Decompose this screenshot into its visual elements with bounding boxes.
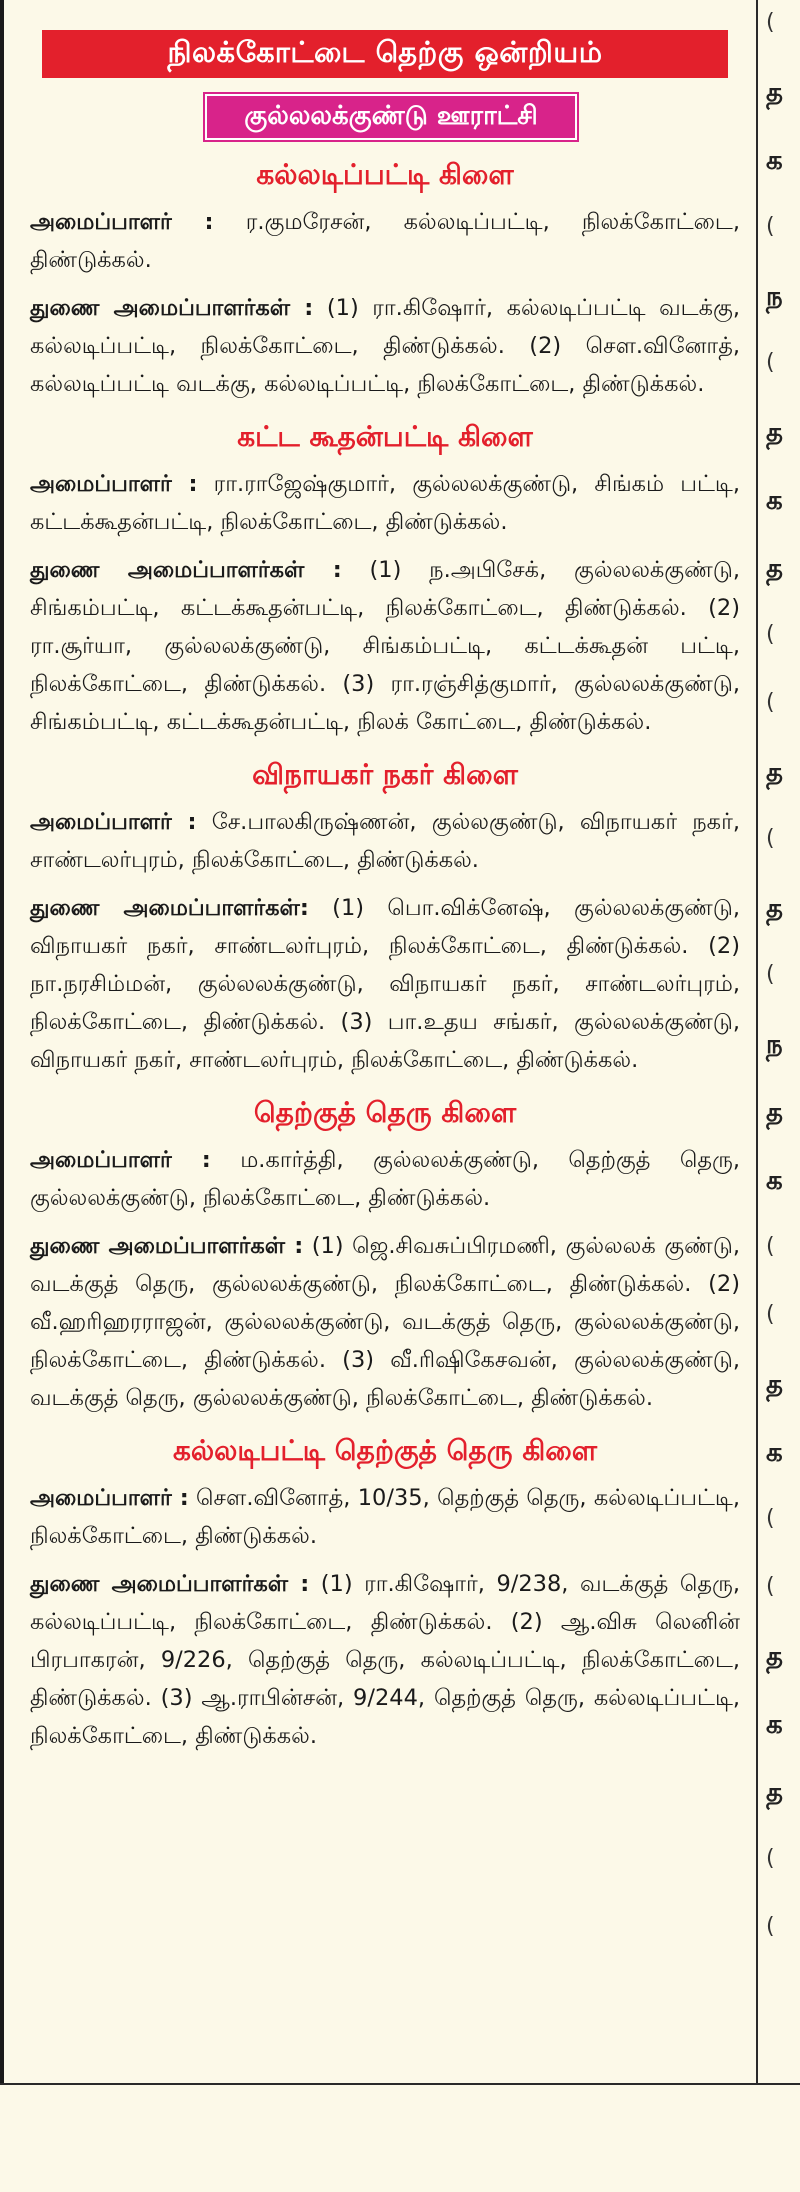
deputies-paragraph bbox=[30, 889, 740, 1079]
side-column-glyph: ( bbox=[766, 350, 775, 375]
organizer-label: அமைப்பாளர் : bbox=[30, 209, 214, 235]
organizer-text: ரா.ராஜேஷ்குமார், குல்லலக்குண்டு, சிங்கம் பட்டி, கட்டக்கூதன்பட்டி, நிலக்கோட்டை, திண்டுக்கல். bbox=[30, 471, 740, 535]
side-column-glyph: த bbox=[766, 1642, 783, 1672]
branch-title: கல்லடிப்பட்டி கிளை bbox=[256, 158, 514, 191]
side-column-glyph: க bbox=[766, 486, 783, 516]
side-column-glyph: ( bbox=[766, 1574, 775, 1599]
side-column-glyph: த bbox=[766, 1778, 783, 1808]
branch-title: விநாயகர் நகர் கிளை bbox=[252, 758, 518, 791]
deputies-label: துணை அமைப்பாளர்கள் : bbox=[30, 295, 314, 321]
side-column-glyph: ந bbox=[766, 282, 783, 312]
branch-section bbox=[30, 755, 740, 1079]
deputies-label: துணை அமைப்பாளர்கள் : bbox=[30, 1571, 310, 1597]
side-column-glyph: த bbox=[766, 78, 783, 108]
side-column-glyph: ( bbox=[766, 622, 775, 647]
side-column-glyph: ( bbox=[766, 214, 775, 239]
deputies-paragraph bbox=[30, 551, 740, 741]
branch-section bbox=[30, 417, 740, 741]
side-column-glyph: ( bbox=[766, 690, 775, 715]
deputies-label: துணை அமைப்பாளர்கள் : bbox=[30, 557, 342, 583]
deputies-text: (1) ஜெ.சிவசுப்பிரமணி, குல்லலக் குண்டு, வடக்குத் தெரு, குல்லலக்குண்டு, நிலக்கோட்டை, திண்டுக்கல். (2) வீ.ஹரிஹரராஜன், குல்லலக்குண்டு, வடக்குத் தெரு, குல்லலக்குண்டு, நிலக்கோட்டை, திண்டுக்கல். (3) வீ.ரிஷிகேசவன், குல்லலக்குண்டு, வடக்குத் தெரு, குல்லலக்குண்டு, நிலக்கோட்டை, திண்டுக்கல். bbox=[30, 1233, 740, 1411]
organizer-paragraph bbox=[30, 1479, 740, 1555]
side-column-glyph: க bbox=[766, 1438, 783, 1468]
deputies-text: (1) பொ.விக்னேஷ், குல்லலக்குண்டு, விநாயகர் நகர், சாண்டலர்புரம், நிலக்கோட்டை, திண்டுக்கல். (2) நா.நரசிம்மன், குல்லலக்குண்டு, விநாயகர் நகர், சாண்டலர்புரம், நிலக்கோட்டை, திண்டுக்கல். (3) பா.உதய சங்கர், குல்லலக்குண்டு, விநாயகர் நகர், சாண்டலர்புரம், நிலக்கோட்டை, திண்டுக்கல். bbox=[30, 895, 740, 1073]
branch-title: கல்லடிபட்டி தெற்குத் தெரு கிளை bbox=[172, 1434, 598, 1467]
organizer-paragraph bbox=[30, 1141, 740, 1217]
organizer-label: அமைப்பாளர் : bbox=[30, 1147, 211, 1173]
organizer-text: சௌ.வினோத், 10/35, தெற்குத் தெரு, கல்லடிப்பட்டி, நிலக்கோட்டை, திண்டுக்கல். bbox=[30, 1485, 740, 1549]
organizer-text: ம.கார்த்தி, குல்லலக்குண்டு, தெற்குத் தெரு, குல்லலக்குண்டு, நிலக்கோட்டை, திண்டுக்கல். bbox=[30, 1147, 740, 1211]
branch-section bbox=[30, 155, 740, 403]
side-column-glyph: ( bbox=[766, 1506, 775, 1531]
side-column-glyph: த bbox=[766, 1370, 783, 1400]
side-column-glyph: ( bbox=[766, 1302, 775, 1327]
side-column-glyph: ( bbox=[766, 1846, 775, 1871]
side-column-glyph: ( bbox=[766, 1234, 775, 1259]
branch-section bbox=[30, 1093, 740, 1417]
organizer-paragraph bbox=[30, 465, 740, 541]
branch-title: தெற்குத் தெரு கிளை bbox=[253, 1096, 517, 1129]
side-column-glyph: ( bbox=[766, 962, 775, 987]
branch-title: கட்ட கூதன்பட்டி கிளை bbox=[237, 420, 533, 453]
side-column-glyph: ( bbox=[766, 826, 775, 851]
side-column-glyph: த bbox=[766, 758, 783, 788]
organizer-paragraph bbox=[30, 803, 740, 879]
side-column-glyph: ந bbox=[766, 1030, 783, 1060]
side-column-glyph: க bbox=[766, 1166, 783, 1196]
adjacent-column-fragment bbox=[760, 0, 800, 2085]
deputies-label: துணை அமைப்பாளர்கள் : bbox=[30, 1233, 304, 1259]
organizer-text: சே.பாலகிருஷ்ணன், குல்லகுண்டு, விநாயகர் நகர், சாண்டலர்புரம், நிலக்கோட்டை, திண்டுக்கல். bbox=[30, 809, 740, 873]
side-column-glyph: ( bbox=[766, 10, 775, 35]
organizer-label: அமைப்பாளர் : bbox=[30, 809, 197, 835]
organizer-text: ர.குமரேசன், கல்லடிப்பட்டி, நிலக்கோட்டை, திண்டுக்கல். bbox=[30, 209, 740, 273]
deputies-paragraph bbox=[30, 1227, 740, 1417]
deputies-text: (1) ரா.கிஷோர், 9/238, வடக்குத் தெரு, கல்லடிப்பட்டி, நிலக்கோட்டை, திண்டுக்கல். (2) ஆ.விசு லெனின் பிரபாகரன், 9/226, தெற்குத் தெரு, கல்லடிப்பட்டி, நிலக்கோட்டை, திண்டுக்கல். (3) ஆ.ராபின்சன், 9/244, தெற்குத் தெரு, கல்லடிப்பட்டி, நிலக்கோட்டை, திண்டுக்கல். bbox=[30, 1571, 740, 1749]
deputies-paragraph bbox=[30, 1565, 740, 1755]
union-title-banner: நிலக்கோட்டை தெற்கு ஒன்றியம் bbox=[42, 30, 728, 78]
deputies-text: (1) ந.அபிசேக், குல்லலக்குண்டு, சிங்கம்பட்டி, கட்டக்கூதன்பட்டி, நிலக்கோட்டை, திண்டுக்கல். (2) ரா.சூர்யா, குல்லலக்குண்டு, சிங்கம்பட்டி, கட்டக்கூதன் பட்டி, நிலக்கோட்டை, திண்டுக்கல். (3) ரா.ரஞ்சித்குமார், குல்லலக்குண்டு, சிங்கம்பட்டி, கட்டக்கூதன்பட்டி, நிலக் கோட்டை, திண்டுக்கல். bbox=[30, 557, 741, 735]
side-column-glyph: த bbox=[766, 1098, 783, 1128]
deputies-paragraph bbox=[30, 289, 740, 403]
deputies-text: (1) ரா.கிஷோர், கல்லடிப்பட்டி வடக்கு, கல்லடிப்பட்டி, நிலக்கோட்டை, திண்டுக்கல். (2) சௌ.வினோத், கல்லடிப்பட்டி வடக்கு, கல்லடிப்பட்டி, நிலக்கோட்டை, திண்டுக்கல். bbox=[30, 295, 740, 397]
side-column-glyph: த bbox=[766, 894, 783, 924]
side-column-glyph: க bbox=[766, 1710, 783, 1740]
bottom-rule bbox=[0, 2083, 800, 2085]
side-column-glyph: ( bbox=[766, 1914, 775, 1939]
organizer-paragraph bbox=[30, 203, 740, 279]
branch-section bbox=[30, 1431, 740, 1755]
branch-list bbox=[30, 155, 740, 1769]
panchayat-title-banner: குல்லலக்குண்டு ஊராட்சி bbox=[205, 94, 577, 140]
deputies-label: துணை அமைப்பாளர்கள்: bbox=[30, 895, 309, 921]
side-column-glyph: க bbox=[766, 146, 783, 176]
organizer-label: அமைப்பாளர் : bbox=[30, 1485, 189, 1511]
side-column-glyph: த bbox=[766, 418, 783, 448]
side-column-glyph: த bbox=[766, 554, 783, 584]
organizer-label: அமைப்பாளர் : bbox=[30, 471, 198, 497]
